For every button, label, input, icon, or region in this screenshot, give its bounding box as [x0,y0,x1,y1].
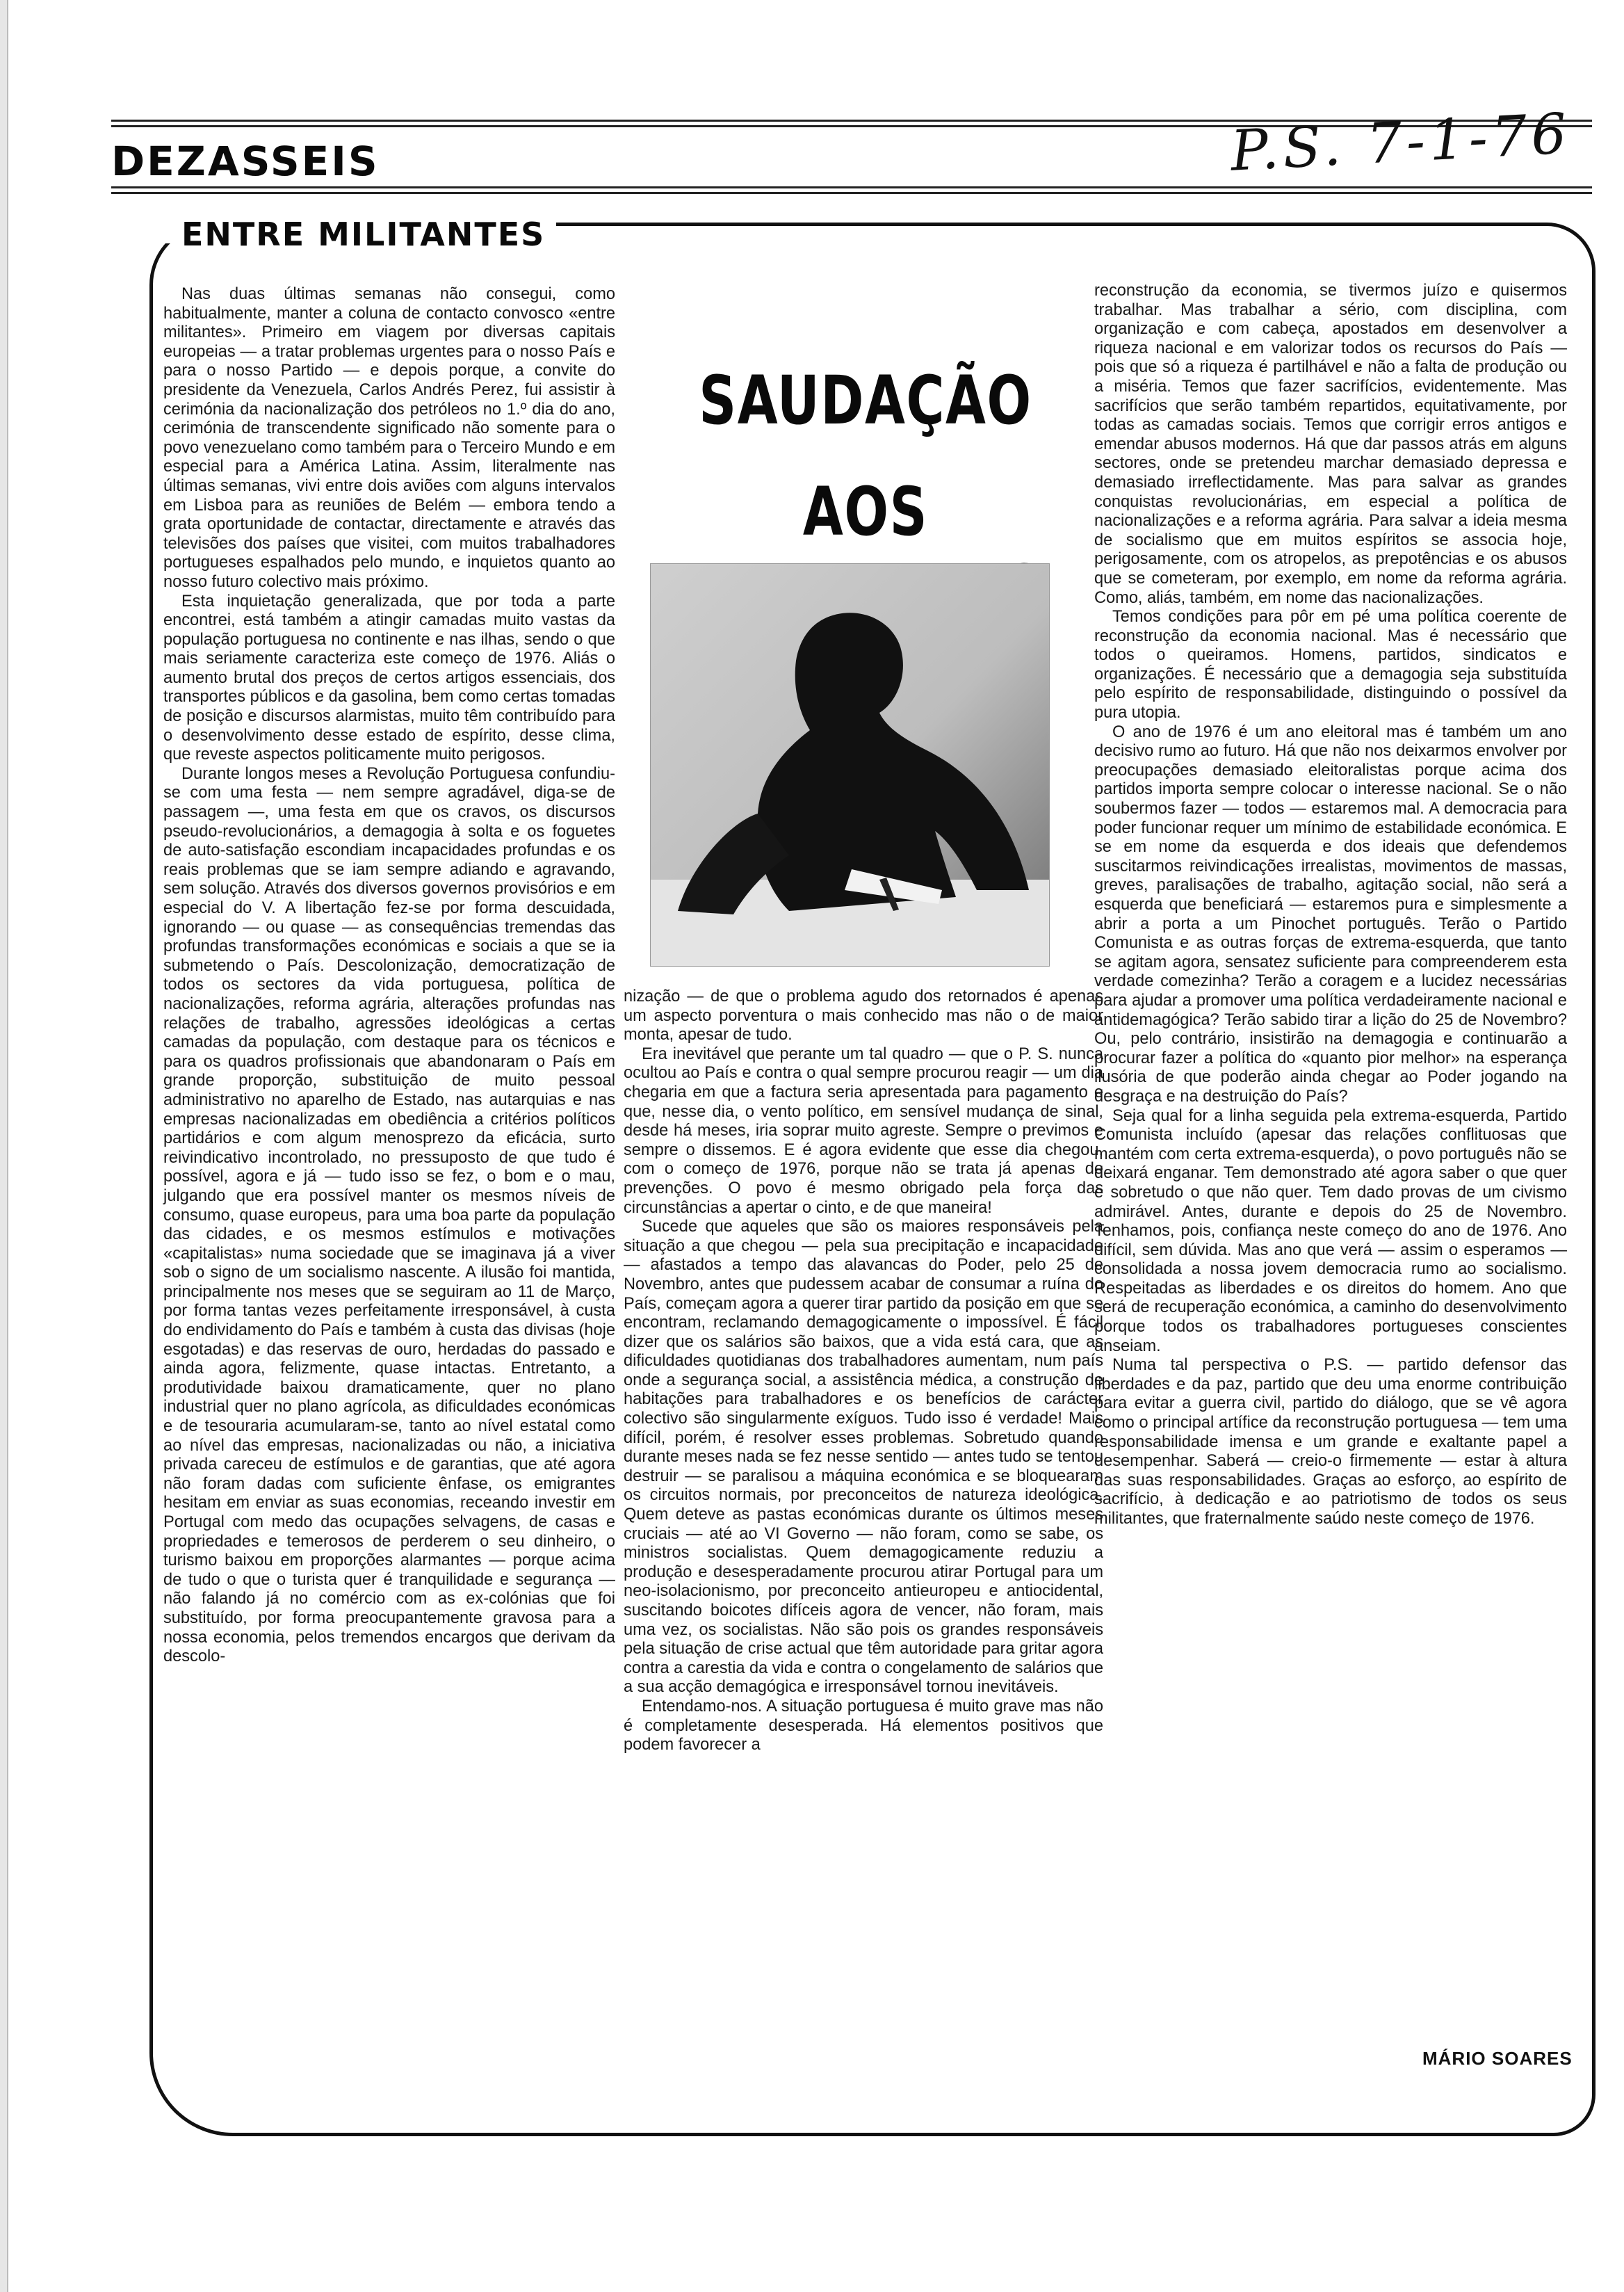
handwritten-date-note: P.S. 7-1-76 [1228,101,1573,184]
paragraph: Sucede que aqueles que são os maiores responsáveis pela situação a que chegou — pela sua precipitação e incapacidade — afastados a tempo das alavancas do Poder, pelo 25 de Novembro, antes que pudessem acabar de consumar a ruína do País, começam agora a querer tirar partido da posição em que se encontram, reclamando demagogicamente o impossível. É fácil dizer que os salários são baixos, que a vida está cara, que as dificuldades quotidianas dos trabalhadores aumentam, num país onde a segurança social, a assistência médica, a construção de habitações para trabalhadores e os benefícios de carácter colectivo são singularmente exíguos. Tudo isso é verdade! Mais difícil, porém, é resolver esses problemas. Sobretudo quando durante meses nada se fez nesse sentido — antes tudo se tentou destruir — se paralisou a máquina económica e se bloquearam os circuitos normais, por preconceitos de natureza ideológica. Quem deteve as pastas económicas durante os últimos meses cruciais — até ao VI Governo — não foram, como se sabe, os ministros socialistas. Quem demagogicamente reduziu a produção e desesperadamente procurou atirar Portugal para um neo-isolacionismo, por preconceito antieuropeu e antiocidental, suscitando boicotes difíceis agora de vencer, não foram, mais uma vez, os socialistas. Não são pois os grandes responsáveis pela situação de crise actual que têm autoridade para gritar agora contra a carestia da vida e contra o congelamento de salários que a sua acção demagógica e irresponsável tornou inevitáveis. [624,1218,1103,1697]
article-column-3 [1094,282,1567,1529]
paragraph: Nas duas últimas semanas não consegui, como habitualmente, manter a coluna de contacto convosco «entre militantes». Primeiro em viagem por diversas capitais europeias — a tratar problemas urgentes para o nosso País e para o nosso Partido — e depois porque, a convite do presidente da Venezuela, Carlos Andrés Perez, fui assistir à cerimónia da nacionalização dos petróleos no 1.º dia do ano, cerimónia de transcendente significado não somente para o povo venezuelano como também para o Terceiro Mundo e em especial para a América Latina. Assim, literalmente nas últimas semanas, vivi entre dois aviões com alguns intervalos em Lisboa para as reuniões de Belém — embora tendo a grata oportunidade de contactar, directamente e através das televisões dos países que visitei, com muitos trabalhadores portugueses espalhados pelo mundo, e inquietos quanto ao nosso futuro colectivo mais próximo. [163,285,615,591]
article-column-1 [163,285,615,1667]
headline-line-1: SAUDAÇÃO [699,362,1032,439]
section-title: DEZASSEIS [111,138,380,185]
paragraph: nização — de que o problema agudo dos retornados é apenas um aspecto porventura o mais conhecido mas não o de maior monta, apesar de tudo. [624,987,1103,1044]
paragraph: Esta inquietação generalizada, que por toda a parte encontrei, está também a atingir camadas muito vastas da população portuguesa no continente e nas ilhas, sendo o que mais seriamente caracteriza este começo de 1976. Aliás o aumento brutal dos preços de certos artigos essenciais, dos transportes públicos e da gasolina, bem como certas tomadas de posição e discursos alarmistas, muito têm contribuído para o desenvolvimento desse estado de espírito, desse clima, que reveste aspectos politicamente muito perigosos. [163,592,615,764]
headline-line-2: AOS [802,473,929,551]
paragraph: O ano de 1976 é um ano eleitoral mas é também um ano decisivo rumo ao futuro. Há que não nos deixarmos envolver por preocupações demasiado eleitoralistas porque acima dos partidos importa sempre colocar o interesse nacional. Se o não soubermos fazer — todos — estaremos mal. A democracia para poder funcionar requer um mínimo de estabilidade económica. E se em nome da esquerda e dos ideais que defendemos suscitarmos reivindicações irrealistas, movimentos de massas, greves, paralisações de trabalho, agitação social, não será a esquerda que beneficiará — estaremos pura e simplesmente a abrir a porta a um Pinochet português. Terão o Partido Comunista e as outras forças de extrema-esquerda, que tanto se agitam agora, sensatez suficiente para compreenderem esta verdade comezinha? Terão a coragem e a lucidez necessárias para ajudar a promover uma política verdadeiramente nacional e antidemagógica? Terão sabido tirar a lição do 25 de Novembro? Ou, pelo contrário, insistirão na demagogia e continuarão a procurar fazer a política do «quanto pior melhor» na esperança ilusória de que poderão ainda chegar ao Poder jogando na desgraça e na destruição do País? [1094,723,1567,1106]
paragraph: Era inevitável que perante um tal quadro — que o P. S. nunca ocultou ao País e contra o qual sempre procurou reagir — um dia chegaria em que a factura seria apresentada para pagamento e que, nesse dia, o vento político, em sensível mudança de sinal, desde há meses, iria soprar muito agreste. Sempre o previmos e sempre o dissemos. E é agora evidente que esse dia chegou, com o começo de 1976, porque não se trata já apenas de prevenções. O povo é mesmo obrigado pela força das circunstâncias a apertar o cinto, e de que maneira! [624,1044,1103,1217]
column-rubric: ENTRE MILITANTES [170,216,556,253]
author-signature: MÁRIO SOARES [1422,2048,1573,2069]
paragraph: Numa tal perspectiva o P.S. — partido defensor das liberdades e da paz, partido que deu uma enorme contribuição para evitar a guerra civil, partido do diálogo, que se vê agora como o principal artífice da reconstrução portuguesa — tem uma responsabilidade imensa e um grande e exaltante papel a desempenhar. Saberá — creio-o firmemente — estar à altura das suas responsabilidades. Graças ao esforço, ao espírito de sacrifício, à dedicação e ao patriotismo de todos os seus militantes, que fraternalmente saúdo neste começo de 1976. [1094,1356,1567,1528]
scan-edge [0,0,8,2292]
paragraph: Seja qual for a linha seguida pela extrema-esquerda, Partido Comunista incluído (apesar das relações conflituosas que mantém com certa extrema-esquerda), o povo português não se deixará enganar. Tem demonstrado até agora saber o que quer e sobretudo o que não quer. Tem dado provas de um civismo admirável. Antes, durante e depois do 25 de Novembro. Tenhamos, pois, confiança neste começo do ano de 1976. Ano difícil, sem dúvida. Mas ano que verá — assim o esperamos — consolidada a nossa jovem democracia rumo ao socialismo. Respeitadas as liberdades e os direitos do homem. Ano que será de recuperação económica, a caminho do desenvolvimento porque todos os trabalhadores portugueses conscientes anseiam. [1094,1106,1567,1355]
section-rule [111,192,1592,194]
paragraph: Durante longos meses a Revolução Portuguesa confundiu-se com uma festa — nem sempre agradável, diga-se de passagem —, uma festa em que os cravos, os discursos pseudo-revolucionários, a demagogia à solta e os foguetes de auto-satisfação escondiam incapacidades profundas e os reais problemas que se iam sempre adiando e agravando, sem solução. Através dos diversos governos provisórios e em especial do V. A libertação fez-se por forma descuidada, ignorando — ou quase — as consequências tremendas das profundas transformações económicas e sociais a que se ia submetendo o País. Descolonização, democratização de todos os sectores da vida portuguesa, política de nacionalizações, reforma agrária, alterações profundas nas relações de trabalho, agressões ideológicas a certas camadas da população, com destaque para os técnicos e para os quadros profissionais que abandonaram o País em grande proporção, substituição de muito pessoal administrativo no aparelho de Estado, nas autarquias e nas empresas nacionalizadas em obediência a critérios políticos partidários e com algum menosprezo da eficácia, surto reivindicativo incontrolado, no pressuposto de que tudo é possível, agora e já — tudo isso se fez, o bom e o mau, julgando que era possível manter os mesmos níveis de consumo, quase europeus, para uma boa parte da população das cidades, e os mesmos estímulos e motivações «capitalistas» numa sociedade que se imaginava já a viver sob o signo de um socialismo nascente. A ilusão foi mantida, principalmente nos meses que se seguiram ao 11 de Março, por forma tantas vezes perfeitamente irresponsável, à custa do endividamento do País e também à custa das divisas (hoje esgotadas) e das reservas de ouro, herdadas do passado e ainda agora, felizmente, quase intactas. Entretanto, a produtividade baixou dramaticamente, quer no plano industrial quer no plano agrícola, as dificuldades económicas e de tesouraria acumularam-se, tanto ao nível estatal como ao nível das empresas, nacionalizadas ou não, a iniciativa privada careceu de estímulos e de garantias, que até agora não foram dadas com suficiente ênfase, os emigrantes hesitam em enviar as suas economias, receando investir em Portugal com medo das ocupações selvagens, de casas e propriedades e temerosos de perderem o seu dinheiro, o turismo baixou em proporções alarmantes — porque acima de tudo o que o turista quer é tranquilidade e segurança — não falando já no comércio com as ex-colónias que foi substituído, por forma preocupantemente gravosa para a nossa economia, pelos tremendos encargos que derivam da descolo- [163,764,615,1666]
article-photo [650,563,1050,967]
section-rule [111,186,1592,188]
paragraph: Temos condições para pôr em pé uma política coerente de reconstrução da economia nacional. Mas é necessário que todos o queiramos. Homens, partidos, sindicatos e organizações. É necessário que a demagogia seja substituída pelo espírito de responsabilidade, distinguindo o possível da pura utopia. [1094,608,1567,723]
paragraph: Entendamo-nos. A situação portuguesa é muito grave mas não é completamente desesperada. Há elementos positivos que podem favorecer a [624,1697,1103,1754]
paragraph: reconstrução da economia, se tivermos juízo e quisermos trabalhar. Mas trabalhar a sério, com disciplina, com organização e com cabeça, apostados em desenvolver a riqueza nacional e em valorizar todos os recursos do País — pois que só a riqueza é partilhável e não a falta de produção ou a miséria. Temos que fazer sacrifícios, evidentemente. Mas sacrifícios que serão também repartidos, equitativamente, por todas as camadas sociais. Temos que corrigir erros antigos e emendar abusos modernos. Há que dar passos atrás em alguns sectores, onde se pretendeu marchar demasiado depressa e demasiado irreflectidamente. Mas para salvar as grandes conquistas revolucionárias, em especial a política de nacionalizações e a reforma agrária. Para salvar a ideia mesma de socialismo que em muitos espíritos se associa hoje, perigosamente, com os atropelos, as prepotências e os abusos que se cometeram, por exemplo, em nome da reforma agrária. Como, aliás, também, em nome das nacionalizações. [1094,282,1567,607]
article-column-2 [624,987,1103,1755]
